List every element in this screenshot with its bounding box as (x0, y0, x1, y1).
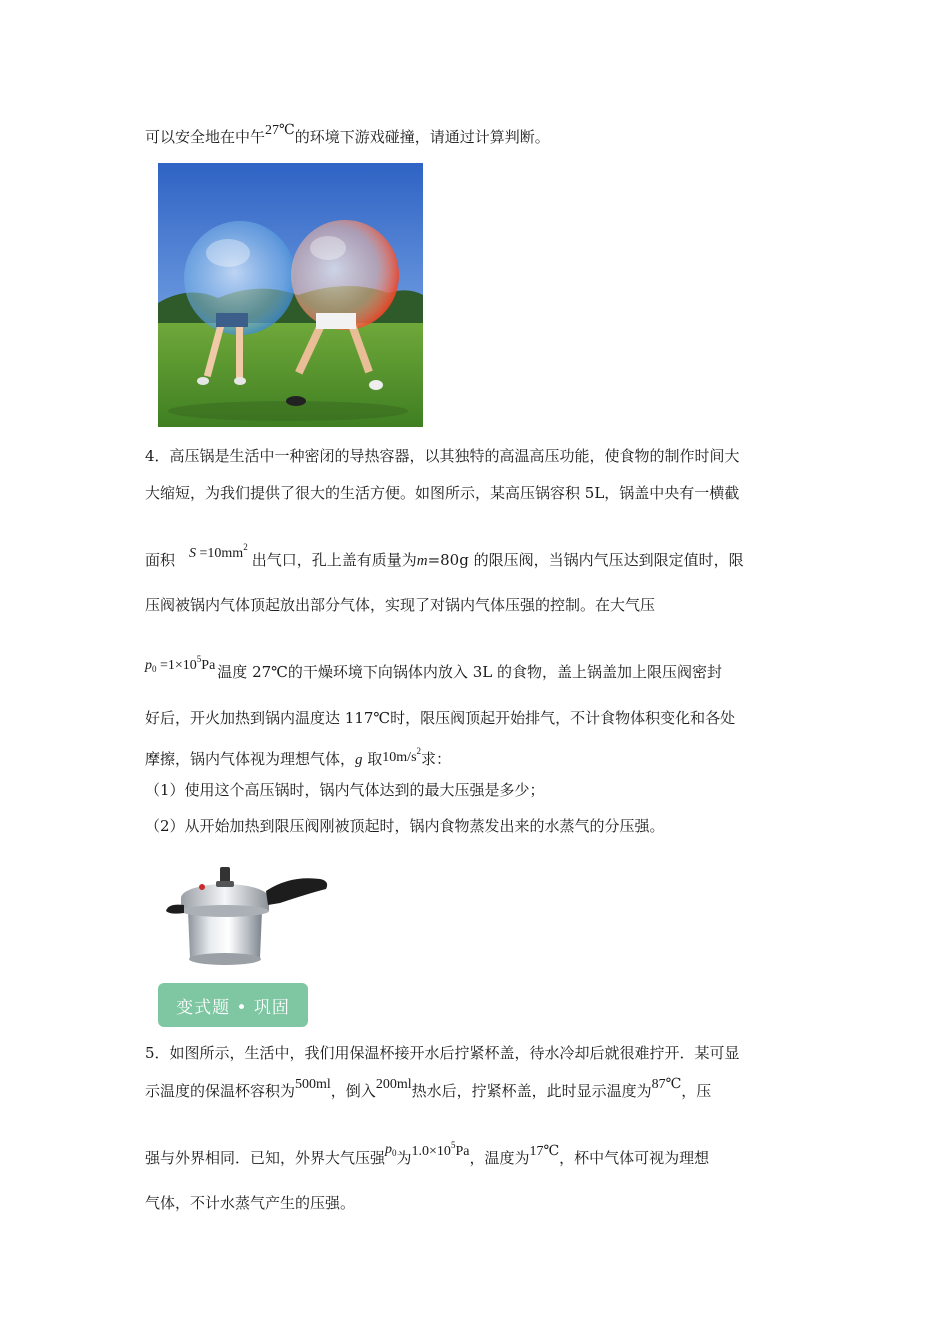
pressure-unit: Pa (455, 1144, 470, 1159)
q5-line-2-mid-1: ，倒入 (330, 1082, 376, 1100)
symbol-p: p (145, 658, 152, 673)
q4-sub-question-2: （2）从开始加热到限压阀刚被顶起时，锅内食物蒸发出来的水蒸气的分压强。 (145, 817, 665, 835)
q5-line-2-mid-2: 热水后，拧紧杯盖，此时显示温度为 (411, 1082, 652, 1100)
variant-consolidation-badge (158, 983, 308, 1027)
q4-line-7-mid: 取 (362, 750, 383, 768)
pressure-exponent: 5 (450, 1140, 456, 1150)
g-value-formula (382, 746, 422, 765)
q4-line-5 (145, 656, 722, 688)
q4-line-3-mid: 出气口，孔上盖有质量为 (251, 551, 417, 569)
display-temperature: 87℃ (651, 1077, 682, 1092)
symbol-g: g (355, 752, 363, 768)
q5-line-3-mid: 为 (396, 1149, 412, 1167)
q4-area-formula (189, 542, 248, 561)
pressure-cooker-photo (160, 853, 335, 973)
q5-line-1: 5．如图所示，生活中，我们用保温杯接开水后拧紧杯盖，待水冷却后就很难拧开．某可显 (145, 1044, 740, 1062)
q4-pressure-formula (145, 654, 216, 674)
q4-line-7-text: 摩擦，锅内气体视为理想气体， (145, 750, 356, 768)
pressure-unit: Pa (201, 658, 216, 673)
q5-line-3-text: 强与外界相同．已知，外界大气压强 (145, 1149, 386, 1167)
pressure-value: 1.0×10 (411, 1144, 451, 1159)
intro-temperature: 27℃ (265, 123, 295, 138)
area-exponent: 2 (243, 542, 248, 552)
pressure-value: =1×10 (156, 658, 197, 673)
intro-line (145, 123, 550, 150)
q5-line-3 (145, 1142, 709, 1174)
q4-line-4: 压阀被锅内气体顶起放出部分气体，实现了对锅内气体压强的控制。在大气压 (145, 596, 656, 614)
q4-line-1: 4．高压锅是生活中一种密闭的导热容器，以其独特的高温高压功能，使食物的制作时间大 (145, 447, 740, 465)
symbol-p-subscript: 0 (392, 1148, 397, 1158)
q4-line-3 (145, 544, 744, 573)
badge-label: 变式题 • 巩固 (176, 997, 290, 1018)
intro-text: 可以安全地在中午 (145, 128, 266, 146)
q5-line-2-end: ，压 (681, 1082, 712, 1100)
symbol-p-subscript: 0 (152, 664, 157, 674)
q4-line-5-end: 温度 27℃的干燥环境下向锅体内放入 3L 的食物，盖上锅盖加上限压阀密封 (217, 663, 722, 681)
outside-temperature: 17℃ (529, 1144, 560, 1159)
q4-line-7 (145, 743, 451, 772)
bubble-soccer-photo (158, 163, 423, 427)
q5-p0-symbol (385, 1142, 397, 1157)
symbol-m: m (416, 553, 428, 569)
q4-line-3-end: =80g 的限压阀，当锅内气压达到限定值时，限 (427, 551, 744, 569)
q4-line-2: 大缩短，为我们提供了很大的生活方便。如图所示，某高压锅容积 5L，锅盖中央有一横截 (145, 484, 740, 502)
q5-line-3-mid-2: ，温度为 (469, 1149, 530, 1167)
intro-text-end: 的环境下游戏碰撞，请通过计算判断。 (294, 128, 550, 146)
q4-line-6: 好后，开火加热到锅内温度达 117℃时，限压阀顶起开始排气，不计食物体积变化和各处 (145, 709, 736, 727)
q5-line-4: 气体，不计水蒸气产生的压强。 (145, 1194, 356, 1212)
g-exponent: 2 (416, 746, 422, 756)
pressure-exponent: 5 (196, 654, 202, 664)
symbol-s: S (189, 546, 197, 561)
area-value: =10mm (196, 546, 244, 561)
q5-line-3-end: ，杯中气体可视为理想 (559, 1149, 710, 1167)
q5-pressure-formula (411, 1140, 470, 1159)
q5-line-2 (145, 1077, 712, 1104)
cup-volume: 500ml (295, 1077, 331, 1092)
q4-sub-question-1: （1）使用这个高压锅时，锅内气体达到的最大压强是多少； (145, 781, 545, 799)
symbol-p: p (385, 1142, 393, 1157)
q4-line-7-end: 求： (421, 750, 452, 768)
q5-line-2-text: 示温度的保温杯容积为 (145, 1082, 296, 1100)
water-volume: 200ml (375, 1077, 412, 1092)
g-value: 10m/s (382, 750, 417, 765)
q4-area-label: 面积 (145, 551, 176, 569)
